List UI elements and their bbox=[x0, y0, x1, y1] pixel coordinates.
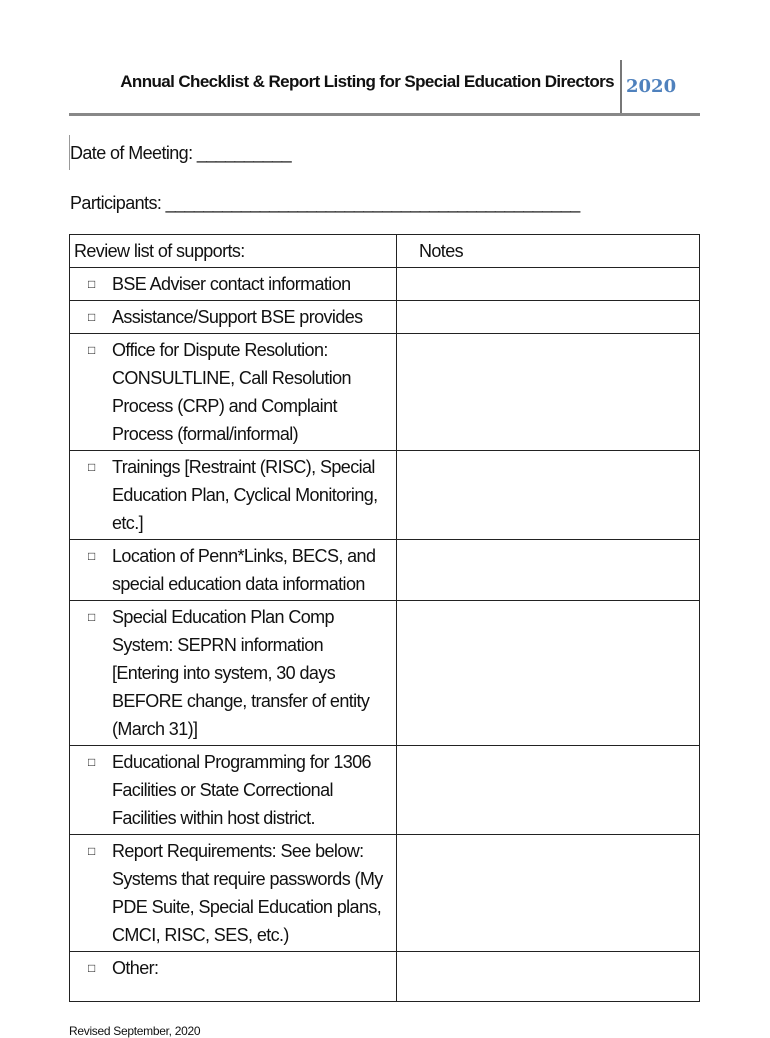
checklist-item bbox=[70, 334, 397, 451]
checklist-item bbox=[70, 601, 397, 746]
checkbox-icon[interactable]: □ bbox=[88, 755, 95, 769]
checklist-item-text: BSE Adviser contact information bbox=[112, 274, 351, 294]
checkbox-icon[interactable]: □ bbox=[88, 844, 95, 858]
checklist-item-text: Assistance/Support BSE provides bbox=[112, 307, 363, 327]
checkbox-icon[interactable]: □ bbox=[88, 549, 95, 563]
checklist-item bbox=[70, 746, 397, 835]
checklist-item bbox=[70, 451, 397, 540]
checklist-item-text: Location of Penn*Links, BECS, and special education data information bbox=[112, 546, 376, 594]
document-title: Annual Checklist & Report Listing for Special Education Directors bbox=[120, 72, 614, 91]
notes-cell[interactable] bbox=[397, 601, 700, 746]
checklist-item bbox=[70, 540, 397, 601]
checklist-item bbox=[70, 268, 397, 301]
document-year: 2020 bbox=[626, 76, 677, 97]
revision-note: Revised September, 2020 bbox=[69, 1024, 201, 1038]
checklist-row bbox=[70, 952, 700, 1002]
notes-header: Notes bbox=[397, 235, 700, 268]
checkbox-icon[interactable]: □ bbox=[88, 277, 95, 291]
header-rule bbox=[69, 113, 700, 116]
checklist-item-text: Office for Dispute Resolution: CONSULTLINE, Call Resolution Process (CRP) and Complaint Process (formal/informal) bbox=[112, 340, 351, 444]
checkbox-icon[interactable]: □ bbox=[88, 310, 95, 324]
checklist-item bbox=[70, 952, 397, 1002]
participants-field: Participants: ____________________________________________ bbox=[70, 193, 580, 213]
checkbox-icon[interactable]: □ bbox=[88, 610, 95, 624]
notes-cell[interactable] bbox=[397, 835, 700, 952]
date-of-meeting-field: Date of Meeting: __________ bbox=[70, 143, 291, 163]
checklist-row bbox=[70, 746, 700, 835]
checklist-row bbox=[70, 301, 700, 334]
checklist-item-text: Report Requirements: See below: Systems that require passwords (My PDE Suite, Special Education plans, CMCI, RISC, SES, etc.) bbox=[112, 841, 383, 945]
supports-header: Review list of supports: bbox=[70, 235, 397, 268]
checklist-item-text: Trainings [Restraint (RISC), Special Education Plan, Cyclical Monitoring, etc.] bbox=[112, 457, 378, 533]
checklist-row bbox=[70, 835, 700, 952]
header-divider bbox=[620, 60, 622, 115]
checklist-item bbox=[70, 301, 397, 334]
checklist-item-text: Special Education Plan Comp System: SEPRN information [Entering into system, 30 days BEFORE change, transfer of entity (March 31)] bbox=[112, 607, 370, 739]
checklist-item-text: Educational Programming for 1306 Facilities or State Correctional Facilities within host district. bbox=[112, 752, 371, 828]
notes-cell[interactable] bbox=[397, 451, 700, 540]
checklist-section bbox=[69, 234, 700, 1038]
notes-cell[interactable] bbox=[397, 746, 700, 835]
notes-cell[interactable] bbox=[397, 301, 700, 334]
checklist-row bbox=[70, 540, 700, 601]
notes-cell[interactable] bbox=[397, 268, 700, 301]
checkbox-icon[interactable]: □ bbox=[88, 460, 95, 474]
notes-cell[interactable] bbox=[397, 952, 700, 1002]
checklist-item-text: Other: bbox=[112, 958, 159, 978]
notes-cell[interactable] bbox=[397, 334, 700, 451]
checkbox-icon[interactable]: □ bbox=[88, 343, 95, 357]
checklist-item bbox=[70, 835, 397, 952]
checklist-row bbox=[70, 268, 700, 301]
checklist-table bbox=[69, 234, 700, 1002]
checkbox-icon[interactable]: □ bbox=[88, 961, 95, 975]
checklist-row bbox=[70, 334, 700, 451]
checklist-row bbox=[70, 601, 700, 746]
checklist-row bbox=[70, 451, 700, 540]
notes-cell[interactable] bbox=[397, 540, 700, 601]
